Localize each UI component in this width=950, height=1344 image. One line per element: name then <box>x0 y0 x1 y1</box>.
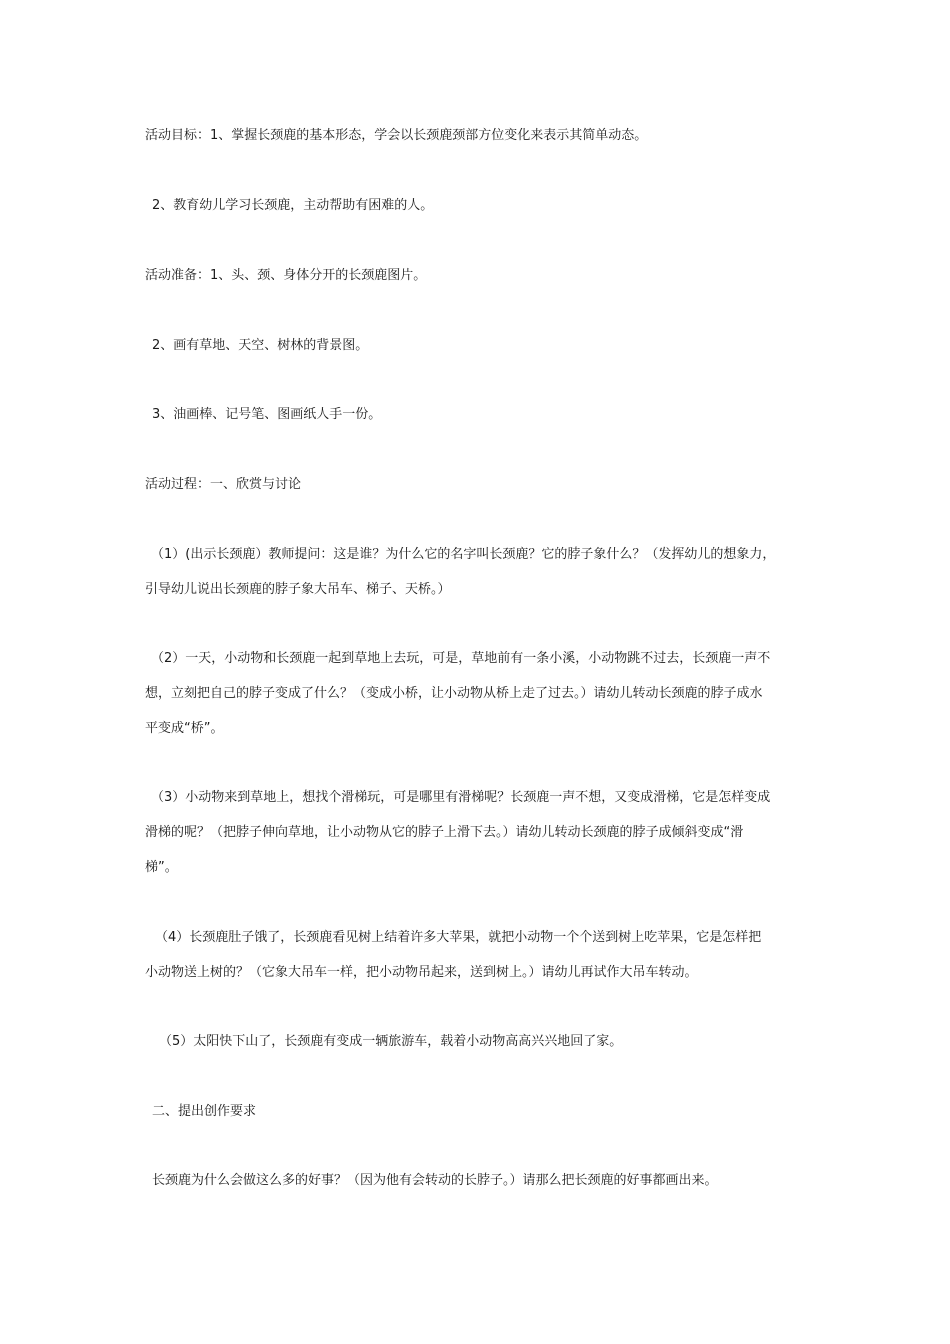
step-2-line-3: 平变成“桥”。 <box>145 721 224 736</box>
prep-line-1: 活动准备：1、头、颈、身体分开的长颈鹿图片。 <box>145 268 427 283</box>
section-2-title: 二、提出创作要求 <box>152 1104 257 1119</box>
step-3-line-1: （3）小动物来到草地上，想找个滑梯玩，可是哪里有滑梯呢？长颈鹿一声不想，又变成滑梯，它是怎样变成 <box>151 790 771 805</box>
step-4-line-1: （4）长颈鹿肚子饿了，长颈鹿看见树上结着许多大苹果，就把小动物一个个送到树上吃苹果，它是怎样把 <box>155 930 762 945</box>
step-2-paragraph <box>145 641 820 746</box>
step-2-line-1: （2）一天，小动物和长颈鹿一起到草地上去玩，可是，草地前有一条小溪，小动物跳不过去，长颈鹿一声不 <box>151 651 771 666</box>
prep-line-3: 3、油画棒、记号笔、图画纸人手一份。 <box>152 407 382 422</box>
step-4-paragraph <box>145 920 820 990</box>
section-2-body: 长颈鹿为什么会做这么多的好事？（因为他有会转动的长脖子。）请那么把长颈鹿的好事都画出来。 <box>152 1173 718 1188</box>
step-1-line-1: （1）(出示长颈鹿）教师提问：这是谁？为什么它的名字叫长颈鹿？它的脖子象什么？（发挥幼儿的想象力， <box>151 547 776 562</box>
step-1-paragraph <box>145 537 820 607</box>
goal-line-2: 2、教育幼儿学习长颈鹿，主动帮助有困难的人。 <box>152 198 434 213</box>
goal-line-1: 活动目标：1、掌握长颈鹿的基本形态，学会以长颈鹿颈部方位变化来表示其简单动态。 <box>145 128 648 143</box>
step-5-line: （5）太阳快下山了，长颈鹿有变成一辆旅游车，载着小动物高高兴兴地回了家。 <box>159 1034 623 1049</box>
step-4-line-2: 小动物送上树的？（它象大吊车一样，把小动物吊起来，送到树上。）请幼儿再试作大吊车转动。 <box>145 965 698 980</box>
process-title: 活动过程：一、欣赏与讨论 <box>145 477 302 492</box>
step-3-line-3: 梯”。 <box>145 860 178 875</box>
step-3-line-2: 滑梯的呢？（把脖子伸向草地，让小动物从它的脖子上滑下去。）请幼儿转动长颈鹿的脖子成倾斜变成“滑 <box>145 825 744 840</box>
step-1-line-2: 引导幼儿说出长颈鹿的脖子象大吊车、梯子、天桥。） <box>145 582 451 597</box>
step-2-line-2: 想，立刻把自己的脖子变成了什么？（变成小桥，让小动物从桥上走了过去。）请幼儿转动长颈鹿的脖子成水 <box>145 686 763 701</box>
prep-line-2: 2、画有草地、天空、树林的背景图。 <box>152 338 369 353</box>
step-3-paragraph <box>145 780 820 885</box>
